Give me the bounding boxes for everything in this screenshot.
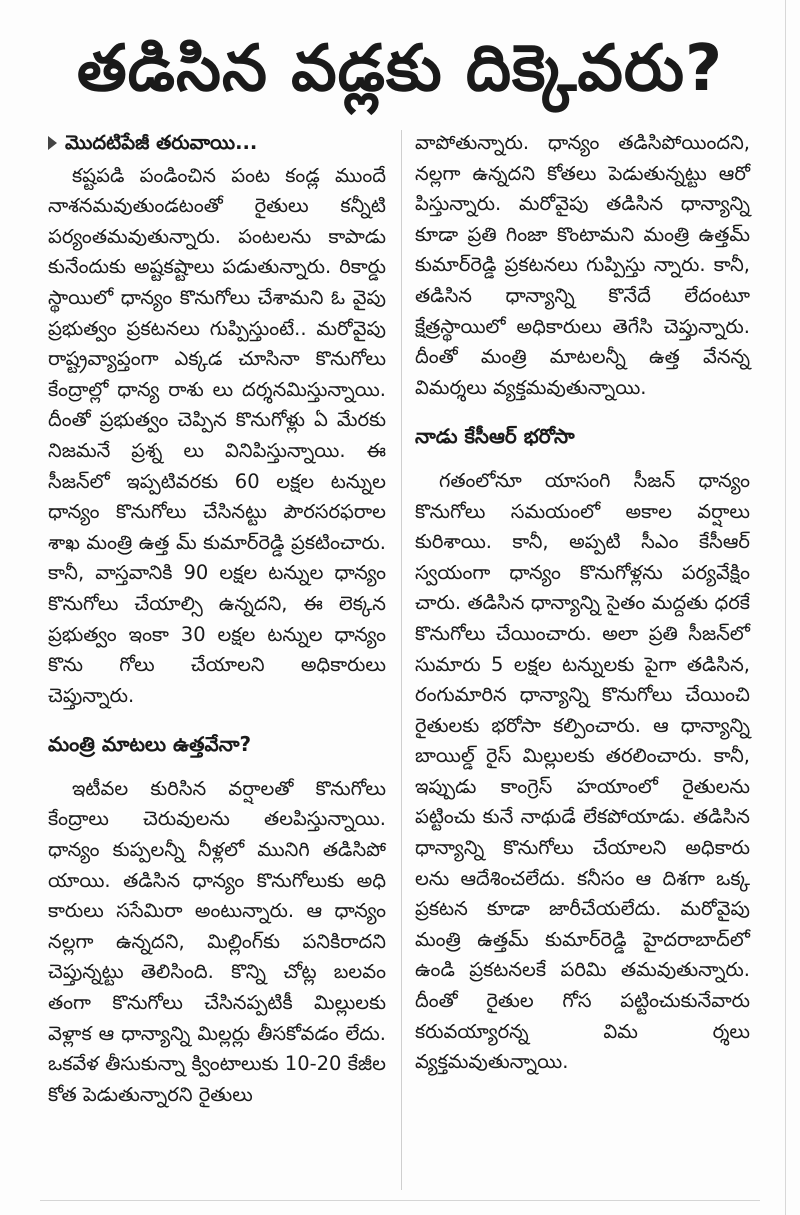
page-edge-rule [785, 0, 786, 1215]
right-column [415, 128, 750, 1078]
arrow-right-icon [48, 136, 57, 150]
column-divider [401, 130, 402, 1190]
section-subhead: నాడు కేసీఆర్ భరోసా [415, 424, 575, 449]
article-paragraph: గతంలోనూ యాసంగి సీజన్ ధాన్యం కొనుగోలు సమయంలో అకాల వర్షాలు కురిశాయి. కానీ, అప్పటి సీఎం కేసీఆర్ స్వయంగా ధాన్యం కొనుగోళ్లను పర్యవేక్షిం చారు. తడిసిన ధాన్యాన్ని సైతం మద్దతు ధరకే కొనుగోలు చేయించారు. అలా ప్రతి సీజన్‌లో సుమారు 5 లక్షల టన్నులకు పైగా తడిసిన, రంగుమారిన ధాన్యాన్ని కొనుగోలు చేయించి రైతులకు భరోసా కల్పించారు. ఆ ధాన్యాన్ని బాయిల్డ్ రైస్ మిల్లులకు తరలించారు. కానీ, ఇప్పుడు కాంగ్రెస్ హయాంలో రైతులను పట్టించు కునే నాథుడే లేకపోయాడు. తడిసిన ధాన్యాన్ని కొనుగోలు చేయాలని అధికారు లను ఆదేశించలేదు. కనీసం ఆ దిశగా ఒక్క ప్రకటన కూడా జారీచేయలేదు. మరోవైపు మంత్రి ఉత్తమ్ కుమార్‌రెడ్డి హైదరాబాద్‌లో ఉండి ప్రకటనలకే పరిమి తమవుతున్నారు. దీంతో రైతుల గోస పట్టించుకునేవారు కరువయ్యారన్న విమ ర్శలు వ్యక్తమవుతున్నాయి. [415, 468, 750, 1074]
article-paragraph: వాపోతున్నారు. ధాన్యం తడిసిపోయిందని, నల్లగా ఉన్నదని కోతలు పెడుతున్నట్టు ఆరో పిస్తున్నారు. మరోవైపు తడిసిన ధాన్యాన్ని కూడా ప్రతి గింజా కొంటామని మంత్రి ఉత్తమ్ కుమార్‌రెడ్డి ప్రకటనలు గుప్పిస్తు న్నారు. కానీ, తడిసిన ధాన్యాన్ని కొనేదే లేదంటూ క్షేత్రస్థాయిలో అధికారులు తెగేసి చెప్తున్నారు. దీంతో మంత్రి మాటలన్నీ ఉత్త వేనన్న విమర్శలు వ్యక్తమవుతున్నాయి. [415, 131, 750, 399]
continued-from-label: మొదటిపేజీ తరువాయి... [65, 131, 258, 154]
article-paragraph: కష్టపడి పండించిన పంట కండ్ల ముందే నాశనమవుతుండటంతో రైతులు కన్నీటి పర్యంతమవుతున్నారు. పంటలను కాపాడు కునేందుకు అష్టకష్టాలు పడుతున్నారు. రికార్డు స్థాయిలో ధాన్యం కొనుగోలు చేశామని ఓ వైపు ప్రభుత్వం ప్రకటనలు గుప్పిస్తుంటే.. మరోవైపు రాష్ట్రవ్యాప్తంగా ఎక్కడ చూసినా కొనుగోలు కేంద్రాల్లో ధాన్య రాశు లు దర్శనమిస్తున్నాయి. దీంతో ప్రభుత్వం చెప్పిన కొనుగోళ్లు ఏ మేరకు నిజమనే ప్రశ్న లు వినిపిస్తున్నాయి. ఈ సీజన్‌లో ఇప్పటివరకు 60 లక్షల టన్నుల ధాన్యం కొనుగోలు చేసినట్టు పౌరసరఫరాల శాఖ మంత్రి ఉత్త మ్ కుమార్‌రెడ్డి ప్రకటించారు. కానీ, వాస్తవానికి 90 లక్షల టన్నుల ధాన్యం కొనుగోలు చేయాల్సి ఉన్నదని, ఈ లెక్కన ప్రభుత్వం ఇంకా 30 లక్షల టన్నుల ధాన్యం కొను గోలు చేయాలని అధికారులు చెప్తున్నారు. [48, 163, 386, 707]
article-paragraph: ఇటీవల కురిసిన వర్షాలతో కొనుగోలు కేంద్రాలు చెరువులను తలపిస్తున్నాయి. ధాన్యం కుప్పలన్నీ నీళ్లలో మునిగి తడిసిపో యాయి. తడిసిన ధాన్యం కొనుగోలుకు అధి కారులు ససేమిరా అంటున్నారు. ఆ ధాన్యం నల్లగా ఉన్నదని, మిల్లింగ్‌కు పనికిరాదని చెప్తున్నట్టు తెలిసింది. కొన్ని చోట్ల బలవం తంగా కొనుగోలు చేసినప్పటికీ మిల్లులకు వెళ్లాక ఆ ధాన్యాన్ని మిల్లర్లు తీసకోవడం లేదు. ఒకవేళ తీసుకున్నా క్వింటాలుకు 10-20 కేజీల కోత పెడుతున్నారని రైతులు [48, 776, 386, 1106]
headline: తడిసిన వడ్లకు దిక్కెవరు? [76, 32, 724, 106]
left-column [48, 128, 386, 1110]
bottom-rule [40, 1200, 760, 1201]
continued-from [48, 128, 386, 159]
section-subhead: మంత్రి మాటలు ఉత్తవేనా? [48, 732, 252, 757]
